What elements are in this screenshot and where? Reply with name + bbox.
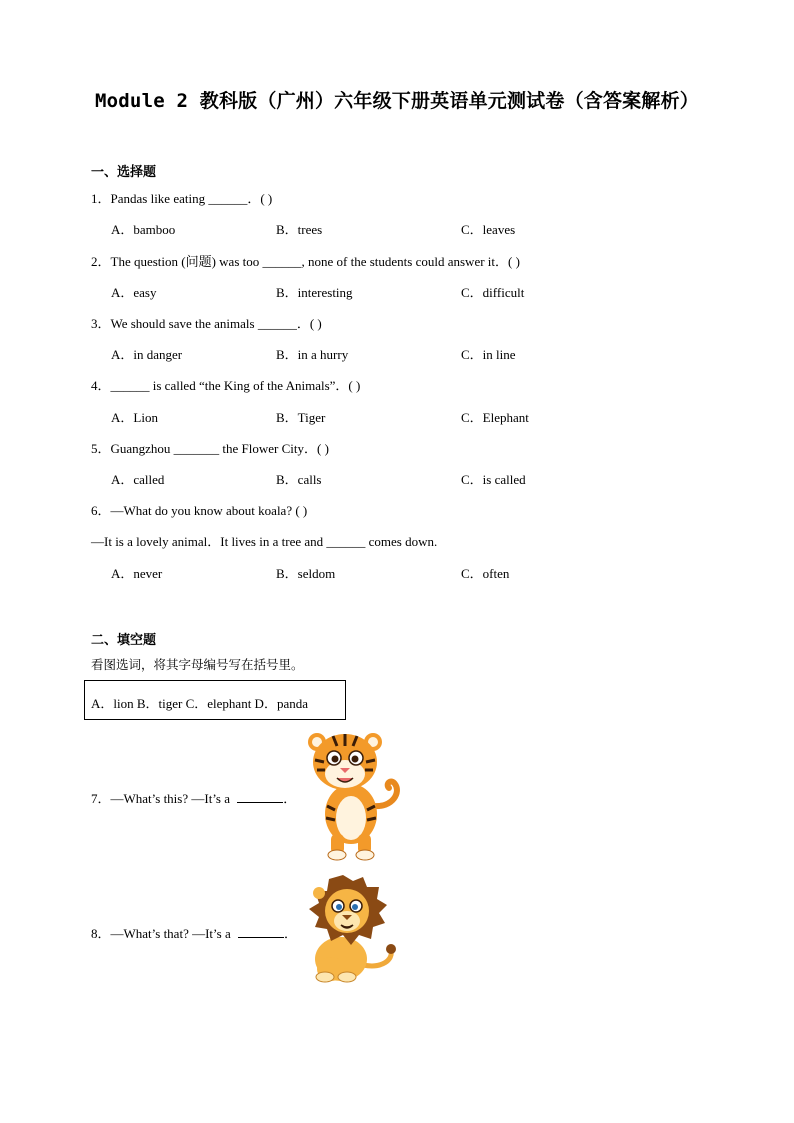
question-5-option-b[interactable]: B．calls [276,472,322,487]
question-6-option-b[interactable]: B．seldom [276,566,336,581]
question-4-option-c[interactable]: C．Elephant [461,410,529,425]
question-1-option-a[interactable]: A．bamboo [111,222,176,237]
question-3-option-a[interactable]: A．in danger [111,347,183,362]
lion-cartoon-picture [303,873,399,985]
question-6-stem: 6．—What do you know about koala? ( ) [91,503,308,518]
section-heading-fill: 二、填空题 [91,633,157,648]
question-3-stem: 3．We should save the animals ______．( ) [91,316,322,331]
question-4-stem: 4．______ is called “the King of the Animals”．( ) [91,378,361,393]
question-2-option-b[interactable]: B．interesting [276,285,353,300]
question-2-stem: 2．The question (问题) was too ______, none of the students could answer it．( ) [91,254,520,269]
question-4-option-b[interactable]: B．Tiger [276,410,326,425]
question-8-blank[interactable] [238,926,284,938]
question-7-blank[interactable] [237,791,283,803]
question-1-stem: 1．Pandas like eating ______．( ) [91,191,273,206]
question-5-stem: 5．Guangzhou _______ the Flower City．( ) [91,441,329,456]
question-8-text: 8．—What’s that? —It’s a [91,926,231,941]
question-1-option-b[interactable]: B．trees [276,222,323,237]
section-instruction: 看图选词，将其字母编号写在括号里。 [91,657,304,672]
question-6-stem-line2: —It is a lovely animal．It lives in a tree and ______ comes down. [91,534,438,549]
question-3-option-c[interactable]: C．in line [461,347,516,362]
question-7-period: ． [283,791,297,806]
word-bank-box [84,680,346,720]
question-3-option-b[interactable]: B．in a hurry [276,347,349,362]
word-bank-text: A．lion B．tiger C．elephant D．panda [91,696,308,711]
question-8-period: ． [283,926,297,941]
question-5-option-a[interactable]: A．called [111,472,165,487]
question-7 [91,788,296,807]
question-8 [91,923,297,942]
question-6-option-a[interactable]: A．never [111,566,163,581]
tiger-cartoon-picture [303,726,403,861]
question-6-option-c[interactable]: C．often [461,566,510,581]
question-7-text: 7．—What’s this? —It’s a [91,791,231,806]
page-title: Module 2 教科版（广州）六年级下册英语单元测试卷（含答案解析） [95,90,699,112]
question-4-option-a[interactable]: A．Lion [111,410,158,425]
question-1-option-c[interactable]: C．leaves [461,222,516,237]
section-heading-choice: 一、选择题 [91,165,157,180]
question-5-option-c[interactable]: C．is called [461,472,526,487]
question-2-option-a[interactable]: A．easy [111,285,157,300]
question-2-option-c[interactable]: C．difficult [461,285,525,300]
